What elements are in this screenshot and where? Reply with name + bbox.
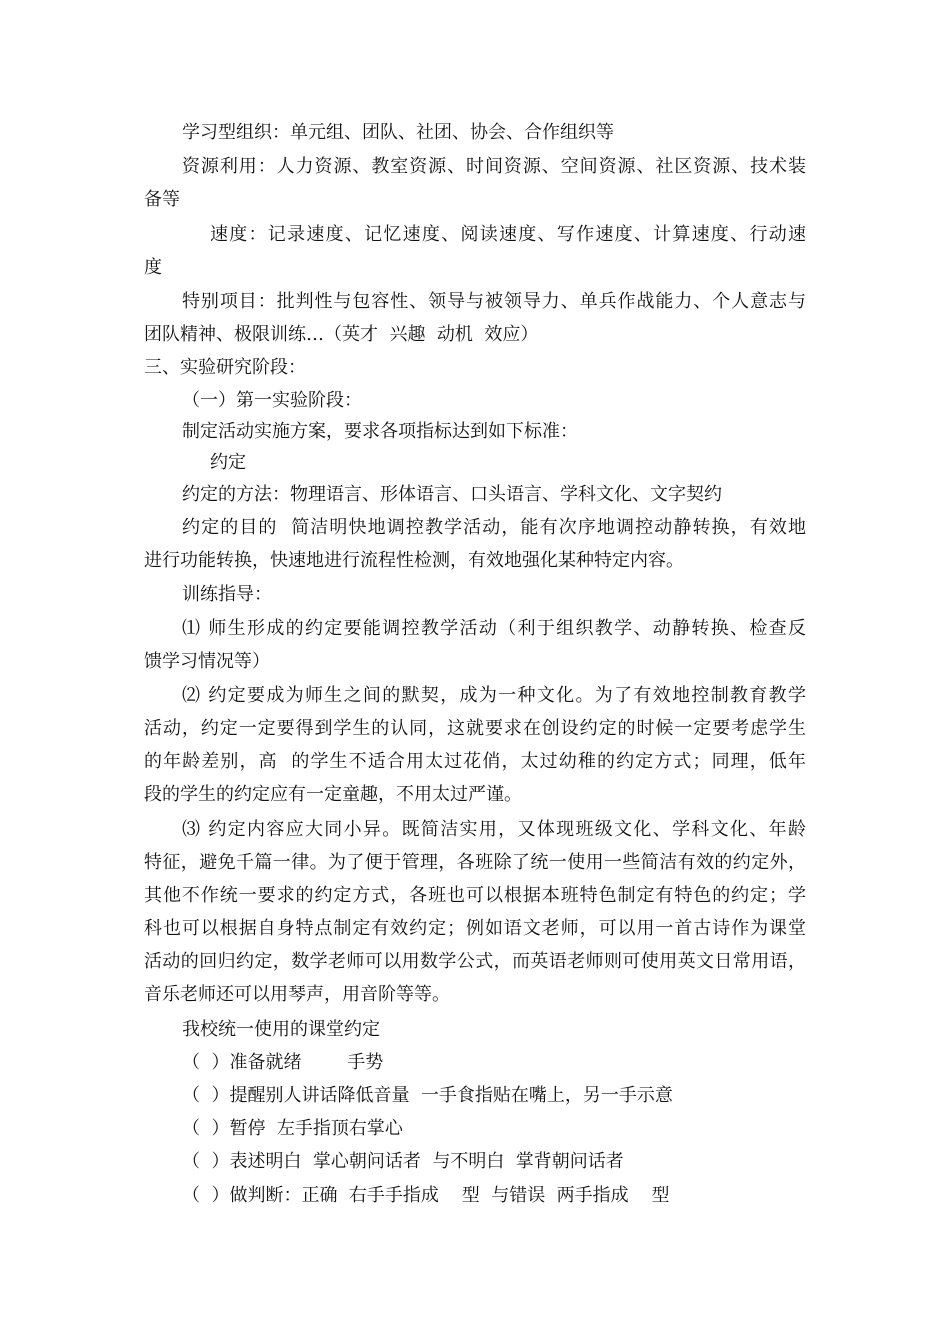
paragraph-school-agreements: 我校统一使用的课堂约定 — [182, 1019, 380, 1040]
guide-item-3-line4: 科也可以根据自身特点制定有效约定；例如语文老师，可以用一首古诗作为课堂 — [144, 918, 806, 939]
subsection-heading-1: （一）第一实验阶段： — [182, 390, 362, 411]
guide-item-3-line1: ⑶ 约定内容应大同小异。既简洁实用，又体现班级文化、学科文化、年龄 — [182, 819, 806, 840]
paragraph-resources-line1: 资源利用：人力资源、教室资源、时间资源、空间资源、社区资源、技术装 — [182, 156, 806, 177]
paragraph-speed-line1: 速度：记录速度、记忆速度、阅读速度、写作速度、计算速度、行动速 — [210, 224, 806, 245]
guide-item-1-line2: 馈学习情况等） — [144, 651, 270, 672]
section-heading-3: 三、实验研究阶段： — [144, 357, 306, 378]
guide-item-2-line2: 活动，约定一定要得到学生的认同，这就要求在创设约定的时候一定要考虑学生 — [144, 718, 806, 739]
agreement-list-item: （ ）做判断：正确 右手手指成 型 与错误 两手指成 型 — [182, 1185, 670, 1206]
guide-item-3-line6: 音乐老师还可以用琴声，用音阶等等。 — [144, 984, 450, 1005]
paragraph-training-guide: 训练指导： — [182, 584, 272, 605]
agreement-list-item: （ ）暂停 左手指顶右掌心 — [182, 1118, 403, 1139]
agreement-list-item: （ ）表述明白 掌心朝问话者 与不明白 掌背朝问话者 — [182, 1151, 624, 1172]
paragraph-agreement-purpose-line1: 约定的目的 简洁明快地调控教学活动，能有次序地调控动静转换，有效地 — [182, 517, 806, 538]
paragraph-speed-line2: 度 — [144, 257, 162, 278]
paragraph-learning-org: 学习型组织：单元组、团队、社团、协会、合作组织等 — [182, 122, 614, 143]
guide-item-2-line3: 的年龄差别，高 的学生不适合用太过花俏，太过幼稚的约定方式；同理，低年 — [144, 751, 806, 772]
guide-item-2-line1: ⑵ 约定要成为师生之间的默契，成为一种文化。为了有效地控制教育教学 — [182, 685, 806, 706]
guide-item-2-line4: 段的学生的约定应有一定童趣，不用太过严谨。 — [144, 784, 522, 805]
paragraph-resources-line2: 备等 — [144, 189, 180, 210]
agreement-list-item: （ ）准备就绪 手势 — [182, 1052, 384, 1073]
guide-item-3-line5: 活动的回归约定，数学老师可以用数学公式，而英语老师则可使用英文日常用语， — [144, 951, 806, 972]
guide-item-3-line2: 特征，避免千篇一律。为了便于管理，各班除了统一使用一些简洁有效的约定外， — [144, 852, 806, 873]
paragraph-special-line2: 团队精神、极限训练…（英才 兴趣 动机 效应） — [144, 324, 539, 345]
paragraph-agreement: 约定 — [210, 452, 246, 473]
paragraph-plan: 制定活动实施方案，要求各项指标达到如下标准： — [182, 421, 578, 442]
guide-item-3-line3: 其他不作统一要求的约定方式，各班也可以根据本班特色制定有特色的约定；学 — [144, 885, 806, 906]
agreement-list-item: （ ）提醒别人讲话降低音量 一手食指贴在嘴上，另一手示意 — [182, 1085, 673, 1106]
paragraph-agreement-method: 约定的方法：物理语言、形体语言、口头语言、学科文化、文字契约 — [182, 484, 722, 505]
paragraph-special-line1: 特别项目：批判性与包容性、领导与被领导力、单兵作战能力、个人意志与 — [182, 291, 806, 312]
paragraph-agreement-purpose-line2: 进行功能转换，快速地进行流程性检测，有效地强化某种特定内容。 — [144, 550, 684, 571]
guide-item-1-line1: ⑴ 师生形成的约定要能调控教学活动（利于组织教学、动静转换、检查反 — [182, 618, 806, 639]
